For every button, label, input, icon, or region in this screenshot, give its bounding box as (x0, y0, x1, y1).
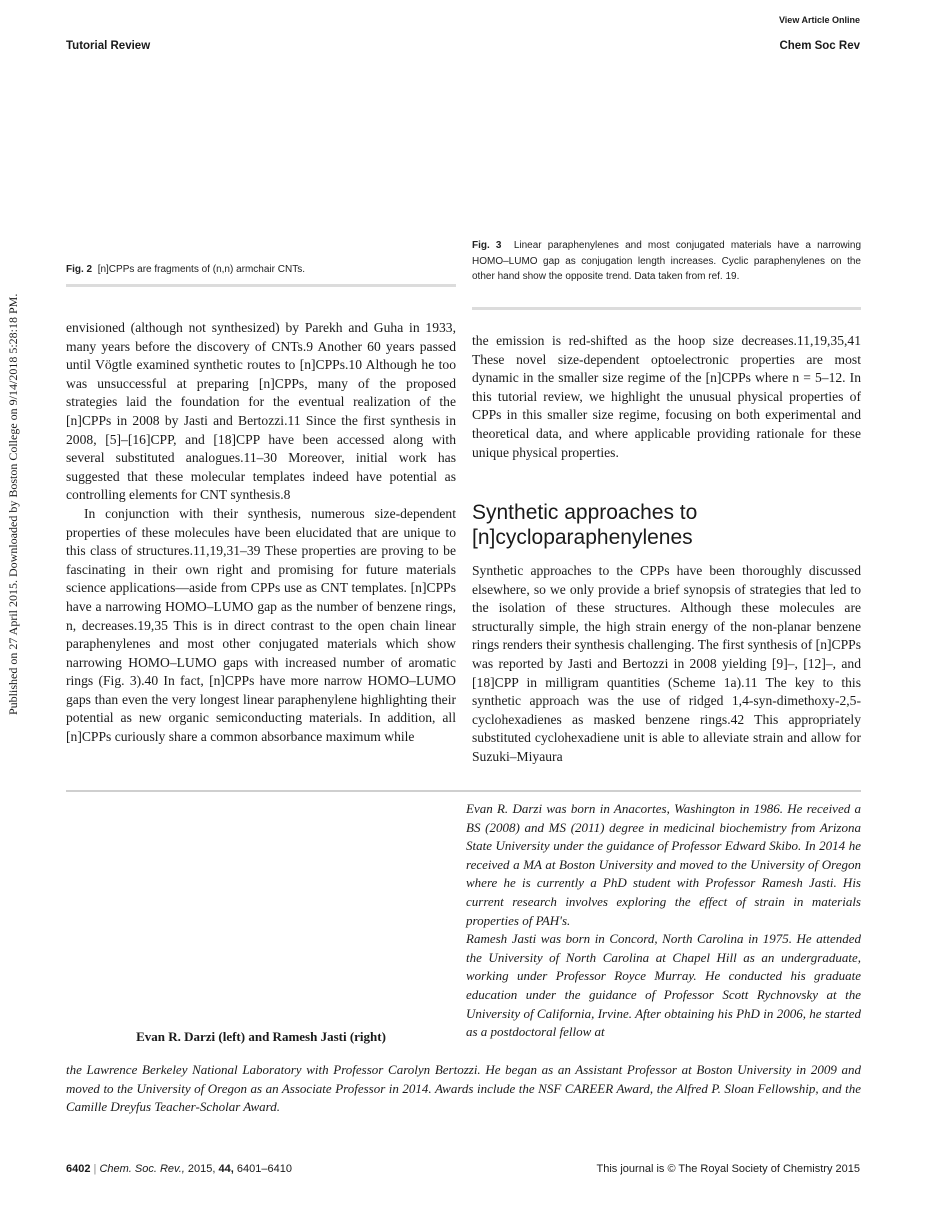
view-article-online-link[interactable]: View Article Online (778, 15, 860, 25)
bio-divider (66, 790, 861, 792)
right-paragraph-2: Synthetic approaches to the CPPs have been thoroughly discussed elsewhere, so we only provide a brief synopsis of strategies that led to the isolation of these structures. Although these molecules are structurally simple, the high strain energy of the non-planar benzene rings renders their synthesis challenging. The first synthesis of [n]CPPs was reported by Jasti and Bertozzi in 2008 yielding [9]–, [12]–, and [18]CPP in milligram quantities (Scheme 1a).11 The key to this synthetic approach was the use of ridged 1,4-syn-dimethoxy-2,5-cyclohexadienes as masked benzene rings.42 This appropriately substituted cyclohexadiene unit is able to alleviate strain and allow for Suzuki–Miyaura (472, 563, 861, 764)
journal-label: Chem Soc Rev (779, 40, 860, 52)
fig2-caption (66, 262, 456, 278)
bio-photo-caption: Evan R. Darzi (left) and Ramesh Jasti (right) (136, 1029, 386, 1044)
citation-pages: 6401–6410 (236, 1163, 292, 1175)
right-column-intro (472, 332, 861, 462)
page-number: 6402 (66, 1163, 91, 1175)
right-column-synthesis (472, 562, 861, 767)
left-paragraph-2: In conjunction with their synthesis, numerous size-dependent properties of these molecules have been elucidated that are unique to this class of structures.11,19,31–39 These properties are proving to be fascinating in their own right and promising for future materials science applications—aside from CPPs use as CNT templates. [n]CPPs have a narrowing HOMO–LUMO gap as the number of benzene rings, n, decreases.19,35 This is in direct contrast to the open chain linear paraphenylenes and most other conjugated materials which show narrowing HOMO–LUMO gaps with increased number of aromatic rings (Fig. 3).40 In fact, [n]CPPs have more narrow HOMO–LUMO gaps than even the very longest linear paraphenylene highlighting their potential as new organic semiconducting materials. In addition, all [n]CPPs curiously share a common absorbance maximum while (66, 505, 456, 745)
copyright-notice: This journal is © The Royal Society of Chemistry 2015 (596, 1163, 860, 1175)
bio-jasti-bottom: the Lawrence Berkeley National Laboratory with Professor Carolyn Bertozzi. He began as an Assistant Professor at Boston University in 2009 and moved to the University of Oregon as an Associate Professor in 2014. Awards include the NSF CAREER Award, the Alfred P. Sloan Fellowship, and the Camille Dreyfus Teacher-Scholar Award. (66, 1062, 861, 1115)
citation-volume: 44, (218, 1163, 234, 1175)
fig3-label: Fig. 3 (472, 240, 502, 251)
fig3-text: Linear paraphenylenes and most conjugated materials have a narrowing HOMO–LUMO gap as conjugation length increases. Cyclic paraphenylenes on the other hand show the opposite trend. Data taken from ref. 19. (472, 240, 862, 282)
left-column (66, 319, 456, 747)
bio-darzi: Evan R. Darzi was born in Anacortes, Washington in 1986. He received a BS (2008) and MS (2011) degree in medicinal biochemistry from Arizona State University under the guidance of Professor Edward Skibo. In 2014 he received a MA at Boston University and moved to the University of Oregon where he is currently a PhD student with Professor Ramesh Jasti. His current research involves exploring the effect of strain in materials properties of PAH's. (466, 801, 861, 928)
page-footer-citation: 6402 | Chem. Soc. Rev., 2015, 44, 6401–6410 (66, 1163, 292, 1175)
fig2-label: Fig. 2 (66, 264, 93, 275)
fig2-rule (66, 284, 456, 287)
journal-abbrev: Chem. Soc. Rev., (99, 1163, 185, 1175)
right-paragraph-1: the emission is red-shifted as the hoop size decreases.11,19,35,41 These novel size-dependent optoelectronic properties are most dynamic in the smaller size regime of the [n]CPPs where n = 5–12. In this tutorial review, we highlight the unusual physical properties of CPPs in this smaller size regime, focusing on both experimental and theoretical data, and where applicable providing rationale for these unique physical properties. (472, 333, 861, 460)
fig3-caption (472, 238, 861, 285)
publication-note: Published on 27 April 2015. Downloaded by Boston College on 9/14/2018 5:28:18 PM. (6, 293, 20, 715)
section-heading: Synthetic approaches to [n]cycloparaphenylenes (472, 501, 698, 549)
bio-jasti-top: Ramesh Jasti was born in Concord, North Carolina in 1975. He attended the University of North Carolina at Chapel Hill as an undergraduate, working under Professor Royce Murray. He conducted his graduate education under the guidance of Professor Scott Rychnovsky at the University of California, Irvine. After obtaining his PhD in 2006, he started as a postdoctoral fellow at (466, 931, 861, 1040)
fig3-rule (472, 307, 861, 310)
section-label: Tutorial Review (66, 40, 151, 52)
left-paragraph-1: envisioned (although not synthesized) by Parekh and Guha in 1933, many years before the discovery of CNTs.9 Another 60 years passed until Vögtle examined synthetic routes to [n]CPPs.10 Although he too was unsuccessful at preparing [n]CPPs, many of the proposed strategies laid the foundation for the eventual realization of the [n]CPPs in 2008 by Jasti and Bertozzi.11 Since the first synthesis in 2008, [5]–[16]CPP, and [18]CPP have been accessed along with several substituted analogues.11–30 Moreover, initial work has suggested that these molecular templates indeed have potential as controlling elements for CNT synthesis.8 (66, 320, 456, 503)
publication-sidebar (6, 293, 20, 727)
bio-text-right (466, 800, 861, 1042)
citation-year: 2015, (187, 1163, 216, 1175)
fig2-text: [n]CPPs are fragments of (n,n) armchair CNTs. (97, 264, 305, 275)
bio-text-full (66, 1061, 861, 1117)
